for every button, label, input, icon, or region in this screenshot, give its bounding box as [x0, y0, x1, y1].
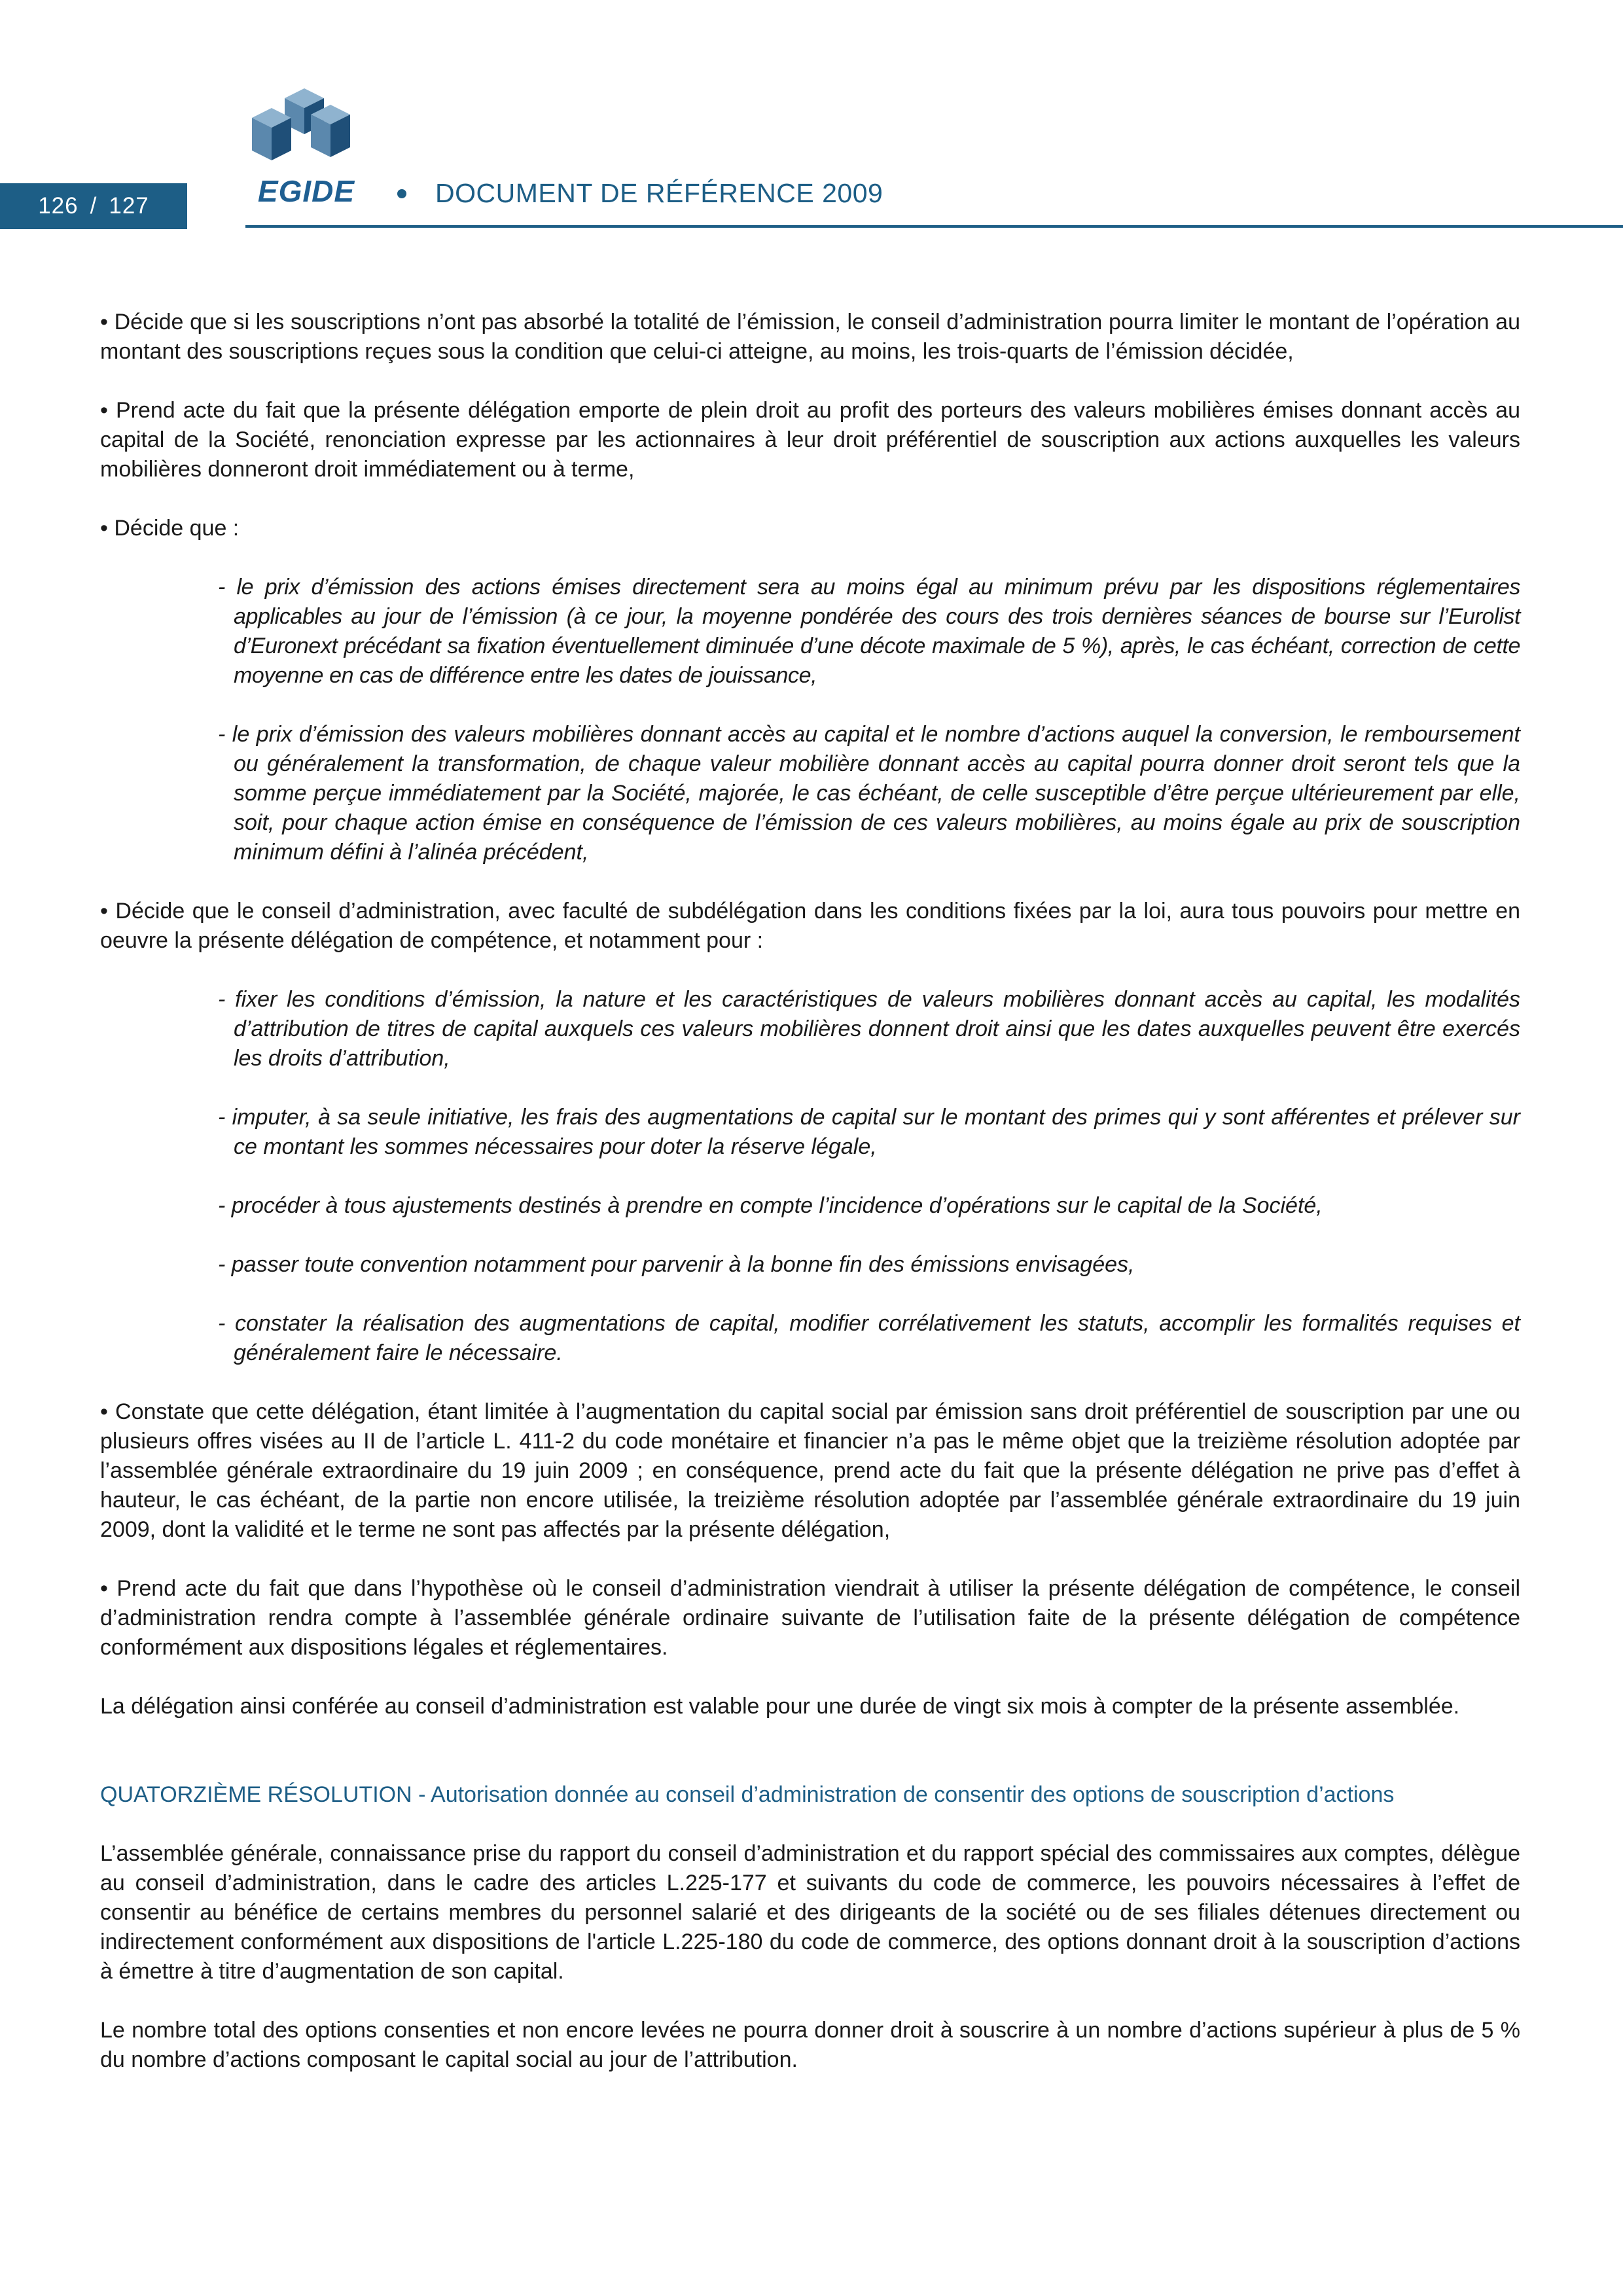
paragraph: • Prend acte du fait que dans l’hypothèse où le conseil d’administration viendrait à utiliser la présente délégation de compétence, le conseil d’administration rendra compte à l’assemblée générale ordinaire suivante de l’utilisation faite de la présente délégation de compétence conformément aux dispositions légales et réglementaires.: [100, 1576, 1520, 1660]
paragraph: • Décide que si les souscriptions n’ont pas absorbé la totalité de l’émission, le conseil d’administration pourra limiter le montant de l’opération au montant des souscriptions reçues sous la condition que celui-ci atteigne, au moins, les trois-quarts de l’émission décidée,: [100, 310, 1520, 364]
sub-item: - le prix d’émission des valeurs mobilières donnant accès au capital et le nombre d’actions auquel la conversion, le remboursement ou généralement la transformation, de chaque valeur mobilière donnant accès au capital pourra donner droit seront tels que la somme perçue immédiatement par la Société, majorée, le cas échéant, de celle susceptible d’être perçue ultérieurement par elle, soit, pour chaque action émise en conséquence de l’émission de ces valeurs mobilières, au moins égale au prix de souscription minimum défini à l’alinéa précédent,: [218, 722, 1520, 865]
sub-item: - procéder à tous ajustements destinés à prendre en compte l’incidence d’opérations sur le capital de la Société,: [218, 1193, 1323, 1218]
header-divider: [245, 225, 1623, 228]
sub-item: - constater la réalisation des augmentations de capital, modifier corrélativement les statuts, accomplir les formalités requises et généralement faire le nécessaire.: [218, 1311, 1520, 1365]
sub-item: - passer toute convention notamment pour parvenir à la bonne fin des émissions envisagées,: [218, 1252, 1135, 1277]
sub-item: - imputer, à sa seule initiative, les frais des augmentations de capital sur le montant des primes qui y sont afférentes et prélever sur ce montant les sommes nécessaires pour doter la réserve légale,: [218, 1105, 1520, 1159]
header-bullet: [397, 189, 406, 198]
paragraph: Le nombre total des options consenties et non encore levées ne pourra donner droit à souscrire à un nombre d’actions supérieur à plus de 5 % du nombre d’actions composant le capital social au jour de l’attribution.: [100, 2018, 1520, 2072]
sub-item: - fixer les conditions d’émission, la nature et les caractéristiques de valeurs mobilières donnant accès au capital, les modalités d’attribution de titres de capital auxquels ces valeurs mobilières donnent droit ainsi que les dates auxquelles peuvent être exercés les droits d’attribution,: [218, 987, 1520, 1071]
paragraph: L’assemblée générale, connaissance prise du rapport du conseil d’administration et du rapport spécial des commissaires aux comptes, délègue au conseil d’administration, dans le cadre des articles L.225-177 et suivants du code de commerce, les pouvoirs nécessaires à l’effet de consentir au bénéfice de certains membres du personnel salarié et des dirigeants de la société ou de ses filiales détenues directement ou indirectement conformément aux dispositions de l'article L.225-180 du code de commerce, des options donnant droit à la souscription d’actions à émettre à titre d’augmentation de son capital.: [100, 1841, 1520, 1984]
document-title: DOCUMENT DE RÉFÉRENCE 2009: [435, 178, 883, 208]
page-separator: /: [90, 193, 98, 219]
page-content: [100, 308, 1520, 2104]
paragraph: • Décide que :: [100, 516, 240, 541]
egide-logo: [249, 85, 366, 206]
paragraph: • Constate que cette délégation, étant limitée à l’augmentation du capital social par émission sans droit préférentiel de souscription par une ou plusieurs offres visées au II de l’article L. 411-2 du code monétaire et financier n’a pas le même objet que la treizième résolution adoptée par l’assemblée générale extraordinaire du 19 juin 2009 ; en conséquence, prend acte du fait que la présente délégation ne prive pas d’effet à hauteur, le cas échéant, de la partie non encore utilisée, la treizième résolution adoptée par l’assemblée générale extraordinaire du 19 juin 2009, dont la validité et le terme ne sont pas affectés par la présente délégation,: [100, 1399, 1520, 1542]
sub-item: - le prix d’émission des actions émises directement sera au moins égal au minimum prévu par les dispositions réglementaires applicables au jour de l’émission (à ce jour, la moyenne pondérée des cours des trois dernières séances de bourse sur l’Eurolist d’Euronext précédant sa fixation éventuellement diminuée d’une décote maximale de 5 %), après, le cas échéant, correction de cette moyenne en cas de différence entre les dates de jouissance,: [218, 575, 1520, 688]
logo-wordmark: EGIDE: [257, 174, 355, 206]
paragraph: • Prend acte du fait que la présente délégation emporte de plein droit au profit des porteurs des valeurs mobilières émises donnant accès au capital de la Société, renonciation expresse par les actionnaires à leur droit préférentiel de souscription aux actions auxquelles les valeurs mobilières donneront droit immédiatement ou à terme,: [100, 398, 1520, 482]
section-heading: QUATORZIÈME RÉSOLUTION - Autorisation donnée au conseil d’administration de consentir des options de souscription d’actions: [100, 1782, 1395, 1807]
paragraph: La délégation ainsi conférée au conseil d’administration est valable pour une durée de vingt six mois à compter de la présente assemblée.: [100, 1694, 1460, 1719]
paragraph: • Décide que le conseil d’administration, avec faculté de subdélégation dans les conditions fixées par la loi, aura tous pouvoirs pour mettre en oeuvre la présente délégation de compétence, et notamment pour :: [100, 899, 1520, 953]
page-current: 126: [38, 193, 79, 219]
page-total: 127: [109, 193, 149, 219]
page-number-tab: [0, 183, 187, 229]
